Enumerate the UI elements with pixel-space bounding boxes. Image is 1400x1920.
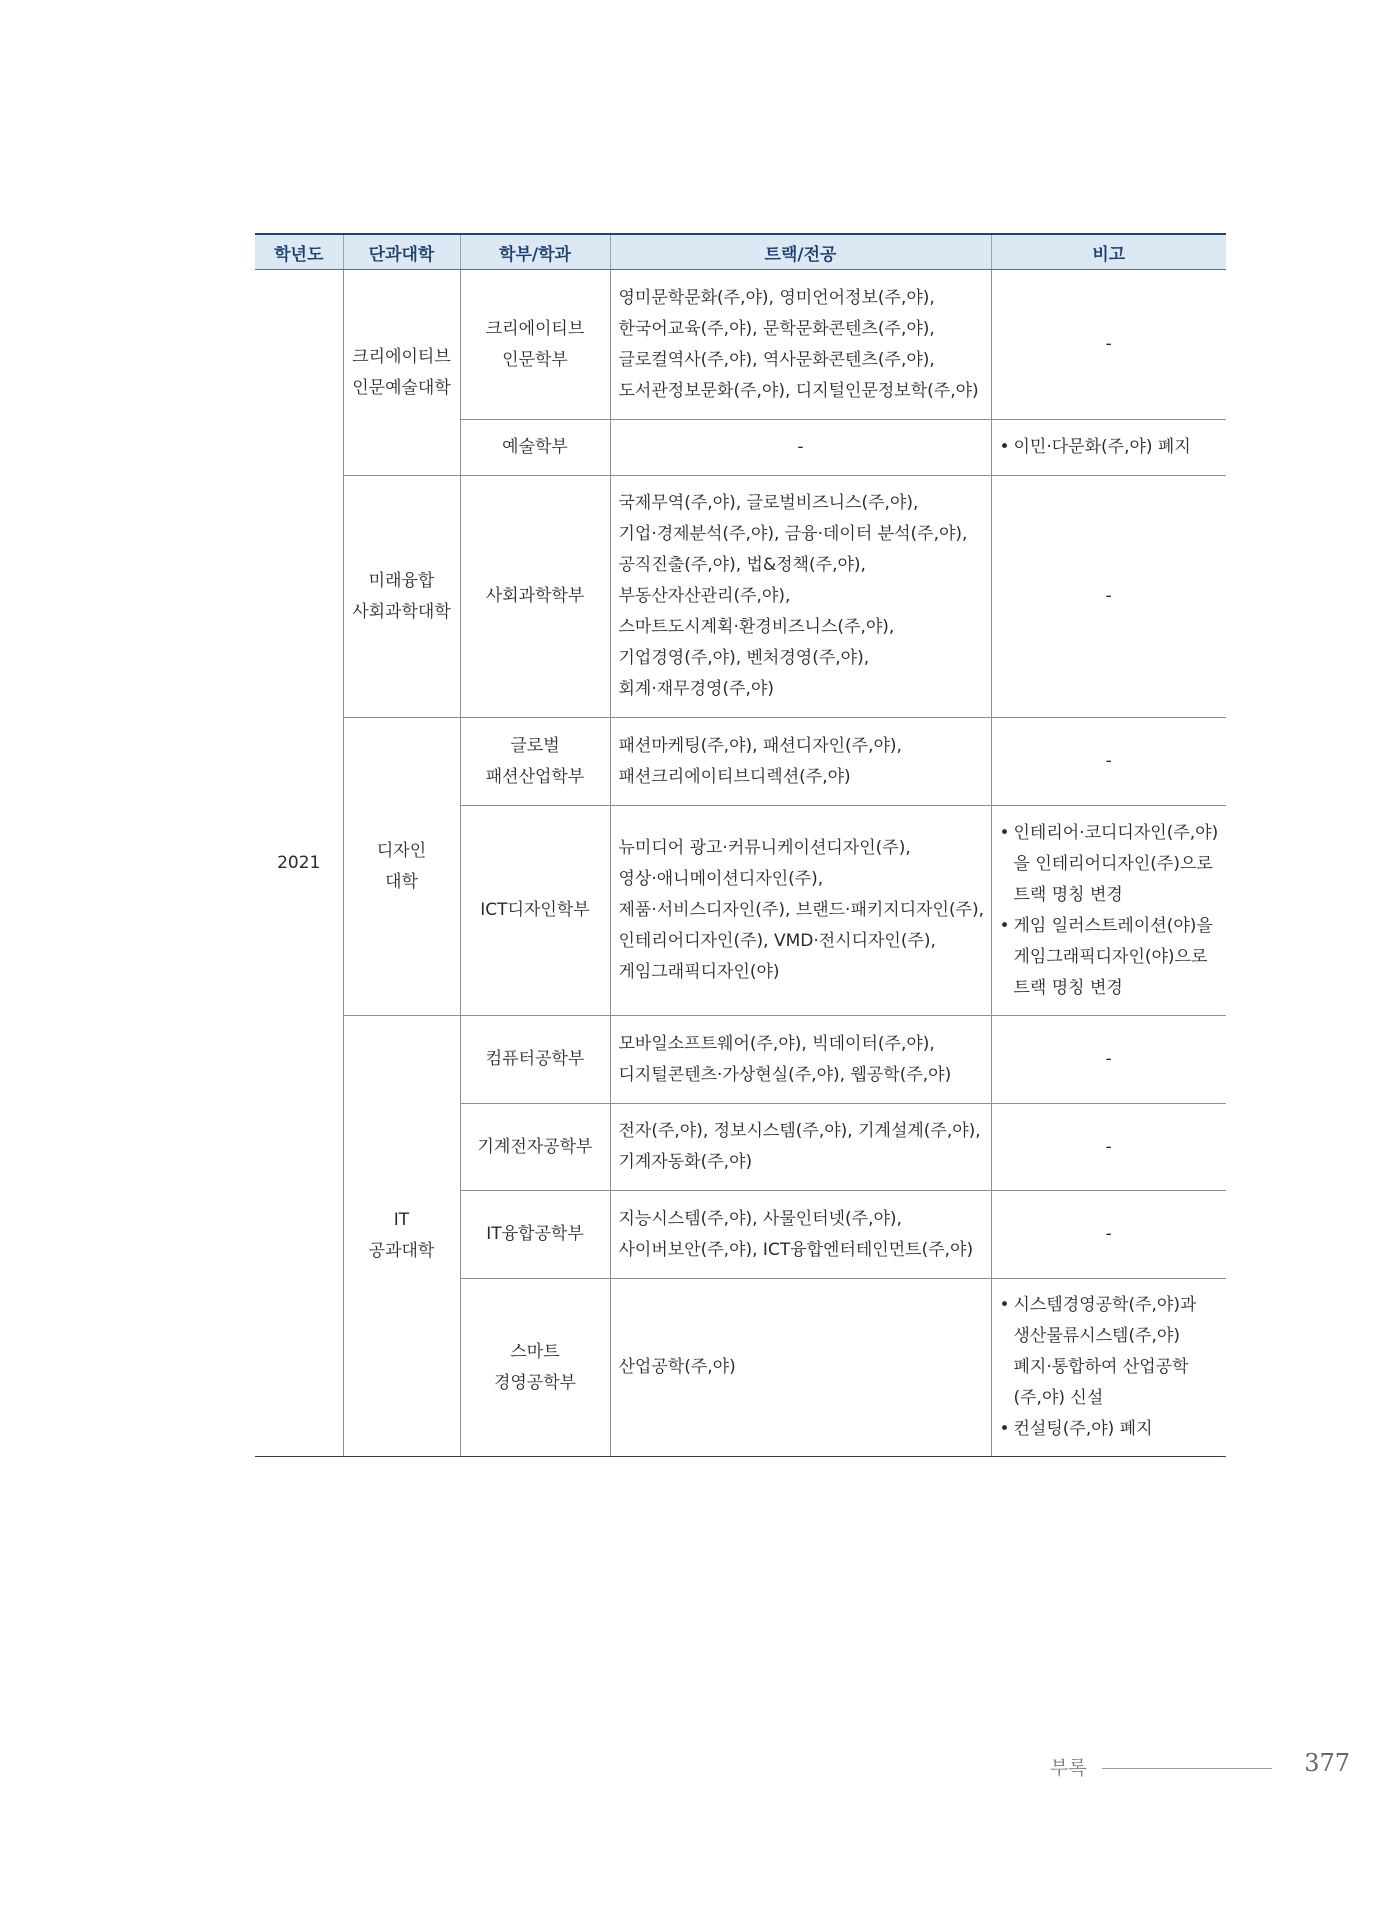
note-cell [991, 420, 1226, 476]
college-cell [343, 1016, 460, 1457]
note-line: • 인테리어·코디디자인(주,야) [1013, 822, 1219, 843]
note-line: 트랙 명칭 변경 [1013, 977, 1123, 998]
header-track: 트랙/전공 [610, 234, 991, 270]
note-cell: - [991, 1191, 1226, 1279]
note-line: • 게임 일러스트레이션(야)을 [1013, 915, 1213, 936]
track-line: 기계자동화(주,야) [618, 1152, 753, 1172]
note-cell: - [991, 476, 1226, 718]
note-cell: - [991, 270, 1226, 420]
college-cell [343, 718, 460, 1016]
department-cell: 컴퓨터공학부 [460, 1016, 610, 1104]
track-line: 사이버보안(주,야), ICT융합엔터테인먼트(주,야) [618, 1239, 974, 1260]
department-name-line: 글로벌 [510, 735, 560, 756]
track-line: 공직진출(주,야), 법&정책(주,야), [618, 555, 866, 575]
track-line: 제품·서비스디자인(주), 브랜드·패키지디자인(주), [618, 900, 985, 920]
track-cell [610, 806, 991, 1016]
track-line: 지능시스템(주,야), 사물인터넷(주,야), [618, 1208, 902, 1229]
note-line: 트랙 명칭 변경 [1013, 884, 1123, 905]
footer-divider [1102, 1768, 1272, 1769]
note-bullet [1000, 1414, 1219, 1445]
track-cell [610, 1191, 991, 1279]
header-note: 비고 [991, 234, 1226, 270]
note-line: 을 인테리어디자인(주)으로 [1013, 853, 1213, 874]
major-table-wrapper [255, 233, 1226, 1457]
page-number: 377 [1304, 1749, 1350, 1777]
note-line: • 시스템경영공학(주,야)과 [1013, 1295, 1197, 1315]
track-line: 기업경영(주,야), 벤처경영(주,야), [618, 648, 870, 668]
department-cell: 사회과학학부 [460, 476, 610, 718]
track-line: 산업공학(주,야) [618, 1357, 736, 1377]
department-cell [460, 270, 610, 420]
track-line: 패션크리에이티브디렉션(주,야) [618, 766, 851, 787]
department-name-line: 스마트 [510, 1341, 560, 1362]
track-cell: - [610, 420, 991, 476]
track-cell [610, 476, 991, 718]
college-name-line: IT [393, 1210, 410, 1230]
track-line: 도서관정보문화(주,야), 디지털인문정보학(주,야) [618, 380, 979, 401]
department-cell: ICT디자인학부 [460, 806, 610, 1016]
note-line: (주,야) 신설 [1013, 1388, 1104, 1408]
track-line: 인테리어디자인(주), VMD·전시디자인(주), [618, 931, 936, 951]
track-line: 기업·경제분석(주,야), 금융·데이터 분석(주,야), [618, 524, 968, 544]
note-line: 생산물류시스템(주,야) [1013, 1326, 1180, 1346]
track-cell [610, 1279, 991, 1457]
note-bullet [1000, 911, 1219, 1004]
track-line: 패션마케팅(주,야), 패션디자인(주,야), [618, 735, 902, 756]
note-cell: - [991, 1016, 1226, 1104]
note-bullet [1000, 1290, 1219, 1414]
department-cell [460, 1279, 610, 1457]
major-table [255, 233, 1226, 1457]
note-line: 폐지·통합하여 산업공학 [1013, 1357, 1189, 1377]
track-line: 영미문학문화(주,야), 영미언어정보(주,야), [618, 287, 935, 308]
department-cell: 예술학부 [460, 420, 610, 476]
track-line: 국제무역(주,야), 글로벌비즈니스(주,야), [618, 493, 919, 513]
track-cell [610, 1016, 991, 1104]
note-line: 게임그래픽디자인(야)으로 [1013, 946, 1208, 967]
college-name-line: 미래융합 [368, 570, 435, 591]
table-row [255, 476, 1226, 718]
college-name-line: 대학 [385, 871, 418, 892]
table-row [255, 1016, 1226, 1104]
page-footer [1050, 1749, 1350, 1793]
track-line: 부동산자산관리(주,야), [618, 586, 791, 606]
track-line: 영상·애니메이션디자인(주), [618, 869, 824, 889]
department-name-line: 경영공학부 [493, 1372, 577, 1393]
track-line: 전자(주,야), 정보시스템(주,야), 기계설계(주,야), [618, 1121, 981, 1141]
college-name-line: 사회과학대학 [352, 601, 451, 622]
college-name-line: 공과대학 [368, 1241, 435, 1261]
note-cell [991, 1279, 1226, 1457]
department-name-line: 인문학부 [502, 349, 568, 370]
year-cell: 2021 [255, 270, 343, 1457]
track-line: 디지털콘텐츠·가상현실(주,야), 웹공학(주,야) [618, 1064, 952, 1085]
track-line: 한국어교육(주,야), 문학문화콘텐츠(주,야), [618, 318, 935, 339]
header-department: 학부/학과 [460, 234, 610, 270]
college-name-line: 크리에이티브 [352, 346, 451, 367]
college-cell [343, 476, 460, 718]
track-line: 모바일소프트웨어(주,야), 빅데이터(주,야), [618, 1033, 935, 1054]
header-row [255, 234, 1226, 270]
header-college: 단과대학 [343, 234, 460, 270]
note-cell: - [991, 718, 1226, 806]
note-cell: - [991, 1104, 1226, 1191]
table-row [255, 270, 1226, 420]
track-line: 게임그래픽디자인(야) [618, 962, 780, 982]
track-cell [610, 270, 991, 420]
college-name-line: 인문예술대학 [352, 377, 451, 398]
track-line: 회계·재무경영(주,야) [618, 679, 774, 699]
track-line: 글로컬역사(주,야), 역사문화콘텐츠(주,야), [618, 349, 935, 370]
college-name-line: 디자인 [376, 840, 427, 861]
track-line: 뉴미디어 광고·커뮤니케이션디자인(주), [618, 838, 911, 858]
note-cell [991, 806, 1226, 1016]
department-name-line: 크리에이티브 [485, 318, 585, 339]
college-cell [343, 270, 460, 476]
note-line: • 컨설팅(주,야) 폐지 [1013, 1419, 1153, 1439]
department-cell [460, 718, 610, 806]
department-name-line: 패션산업학부 [485, 766, 585, 787]
track-cell [610, 1104, 991, 1191]
department-cell: 기계전자공학부 [460, 1104, 610, 1191]
footer-section-label: 부록 [1050, 1757, 1087, 1779]
note-bullet: • 이민·다문화(주,야) 폐지 [1000, 432, 1219, 463]
track-line: 스마트도시계획·환경비즈니스(주,야), [618, 617, 895, 637]
header-year: 학년도 [255, 234, 343, 270]
department-cell: IT융합공학부 [460, 1191, 610, 1279]
table-row [255, 718, 1226, 806]
track-cell [610, 718, 991, 806]
note-bullet [1000, 818, 1219, 911]
